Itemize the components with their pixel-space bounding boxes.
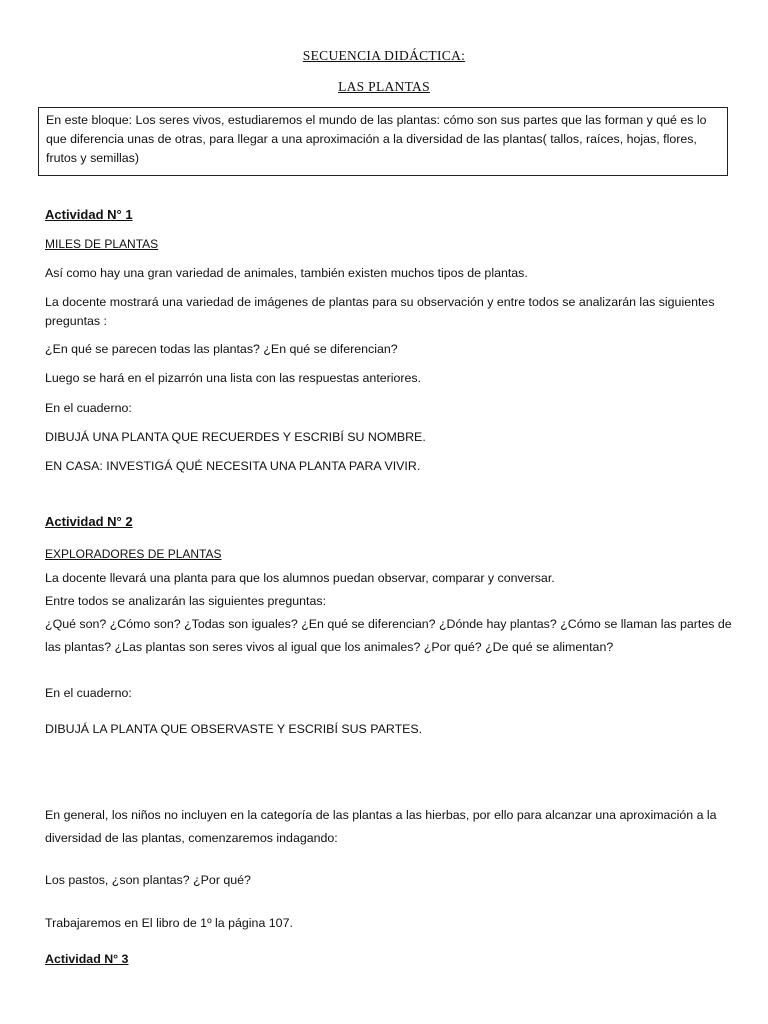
intro-box: En este bloque: Los seres vivos, estudiaremos el mundo de las plantas: cómo son sus partes que las forman y qué es lo que diferencia unas de otras, para llegar a una aproximación a la diversidad de las plantas( tallos, raíces, hojas, flores, frutos y semillas) [38,107,728,176]
activity-1-paragraph: Así como hay una gran variedad de animales, también existen muchos tipos de plantas. [45,266,528,280]
activity-3-heading: Actividad N° 3 [45,952,129,966]
activity-2-paragraph: En general, los niños no incluyen en la categoría de las plantas a las hierbas, por ello para alcanzar una aproximación a la [45,808,717,822]
activity-2-paragraph: diversidad de las plantas, comenzaremos indagando: [45,831,338,845]
activity-1-instruction: DIBUJÁ UNA PLANTA QUE RECUERDES Y ESCRIBÍ SU NOMBRE. [45,430,426,444]
activity-1-question: ¿En qué se parecen todas las plantas? ¿En qué se diferencian? [45,342,398,356]
activity-2-instruction: DIBUJÁ LA PLANTA QUE OBSERVASTE Y ESCRIBÍ SUS PARTES. [45,722,423,736]
activity-1-heading: Actividad N° 1 [45,207,133,222]
activity-2-paragraph: Entre todos se analizarán las siguientes preguntas: [45,594,327,608]
activity-2-paragraph: La docente llevará una planta para que los alumnos puedan observar, comparar y conversar. [45,571,555,585]
activity-2-question: Los pastos, ¿son plantas? ¿Por qué? [45,873,251,887]
activity-2-question: las plantas? ¿Las plantas son seres vivos al igual que los animales? ¿Por qué? ¿De qué se alimentan? [45,640,614,654]
activity-2-question: ¿Qué son? ¿Cómo son? ¿Todas son iguales? ¿En qué se diferencian? ¿Dónde hay plantas? ¿Cómo se llaman las partes de [45,617,732,631]
activity-2-paragraph: En el cuaderno: [45,686,132,700]
document-title: SECUENCIA DIDÁCTICA: [302,48,466,63]
activity-1-subheading: MILES DE PLANTAS [45,237,159,251]
document-subtitle: LAS PLANTAS [338,79,430,94]
activity-1-paragraph: Luego se hará en el pizarrón una lista con las respuestas anteriores. [45,371,422,385]
activity-1-homework: EN CASA: INVESTIGÁ QUÉ NECESITA UNA PLANTA PARA VIVIR. [45,459,421,473]
activity-1-paragraph: La docente mostrará una variedad de imágenes de plantas para su observación y entre todos se analizarán las siguientes [45,295,715,309]
activity-1-paragraph: En el cuaderno: [45,401,132,415]
activity-2-paragraph: Trabajaremos en El libro de 1º la página 107. [45,916,293,930]
activity-1-paragraph: preguntas : [45,314,107,328]
activity-2-heading: Actividad N° 2 [45,514,133,529]
activity-2-subheading: EXPLORADORES DE PLANTAS [45,547,222,561]
